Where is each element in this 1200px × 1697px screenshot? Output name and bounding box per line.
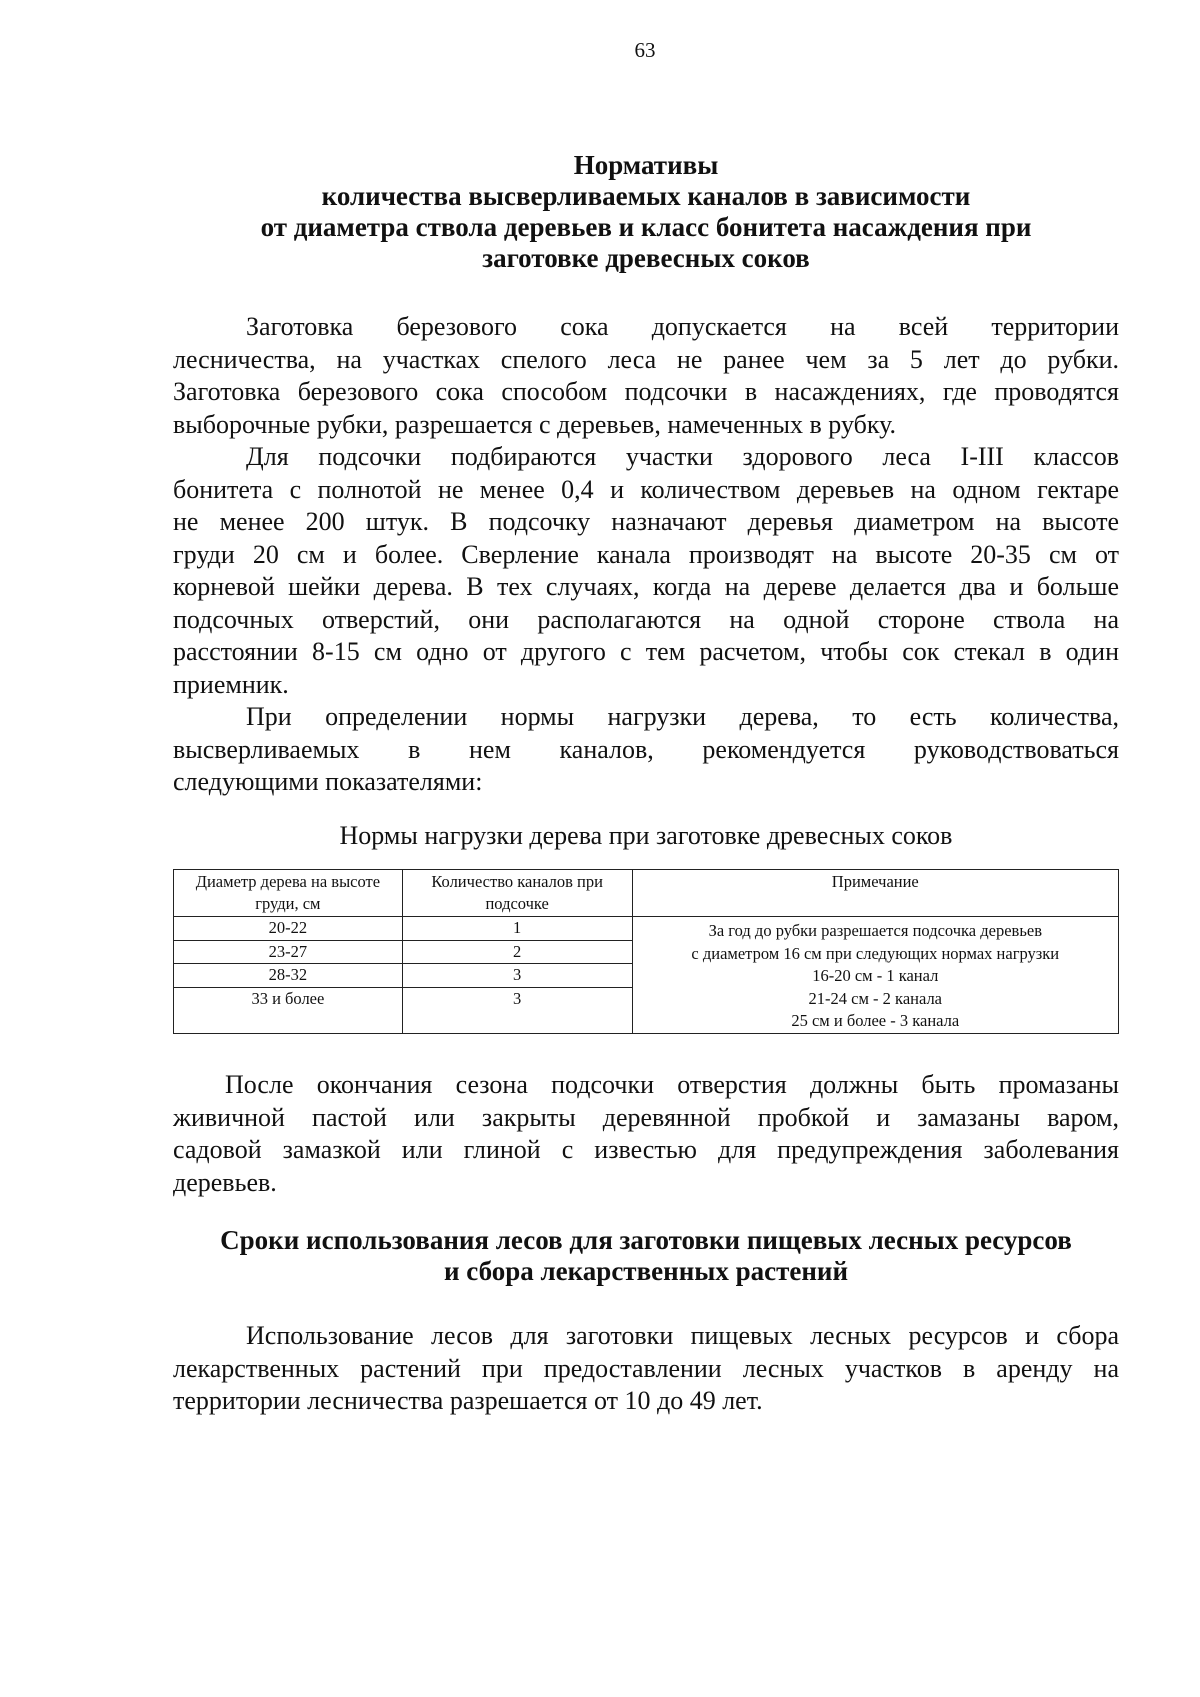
paragraph-line: лекарственных растений при предоставлении лесных участков в аренду на bbox=[173, 1353, 1119, 1383]
heading-line: заготовке древесных соков bbox=[482, 243, 810, 273]
paragraph-line: садовой замазкой или глиной с известью для предупреждения заболевания bbox=[173, 1135, 1119, 1164]
note-line: 21-24 см - 2 канала bbox=[808, 988, 942, 1008]
header-diameter: Диаметр дерева на высоте груди, см bbox=[174, 870, 403, 917]
cell-channels: 3 bbox=[402, 987, 632, 1033]
note-line: с диаметром 16 см при следующих нормах нагрузки bbox=[691, 943, 1060, 963]
cell-diameter: 23-27 bbox=[174, 940, 403, 964]
paragraph-line: территории лесничества разрешается от 10 до 49 лет. bbox=[173, 1386, 763, 1415]
heading-terms bbox=[173, 1225, 1119, 1287]
page-number: 63 bbox=[634, 38, 656, 62]
header-note: Примечание bbox=[632, 870, 1118, 917]
table-caption-block bbox=[173, 820, 1119, 852]
paragraph-line: расстоянии 8-15 см одно от другого с тем расчетом, чтобы сок стекал в один bbox=[173, 637, 1119, 666]
heading-line: Нормативы bbox=[573, 150, 719, 180]
paragraph-line: После окончания сезона подсочки отверстия должны быть промазаны bbox=[225, 1070, 1119, 1099]
cell-diameter: 28-32 bbox=[174, 964, 403, 988]
paragraph-line: Использование лесов для заготовки пищевых лесных ресурсов и сбора bbox=[246, 1321, 1119, 1350]
paragraph-line: Заготовка березового сока способом подсочки в насаждениях, где проводятся bbox=[173, 377, 1119, 406]
table-row bbox=[174, 917, 1119, 941]
paragraph-line: корневой шейки дерева. В тех случаях, когда на дереве делается два и больше bbox=[173, 572, 1119, 601]
paragraph-tapping-selection bbox=[173, 441, 1119, 701]
paragraph-line: выборочные рубки, разрешается с деревьев, намеченных в рубку. bbox=[173, 409, 897, 439]
paragraph-line: При определении нормы нагрузки дерева, то есть количества, bbox=[246, 702, 1119, 731]
paragraph-line: Заготовка березового сока допускается на всей территории bbox=[246, 312, 1119, 341]
cell-channels: 3 bbox=[402, 964, 632, 988]
paragraph-lease-terms bbox=[173, 1320, 1119, 1418]
heading-line: Сроки использования лесов для заготовки пищевых лесных ресурсов bbox=[220, 1225, 1072, 1255]
note-line: 25 см и более - 3 канала bbox=[791, 1011, 960, 1030]
paragraph-line: груди 20 см и более. Сверление канала производят на высоте 20-35 см от bbox=[173, 539, 1119, 569]
paragraph-load-norms bbox=[173, 701, 1119, 799]
paragraph-birch-sap bbox=[173, 311, 1119, 441]
cell-diameter: 33 и более bbox=[174, 987, 403, 1033]
cell-channels: 2 bbox=[402, 940, 632, 964]
note-line: За год до рубки разрешается подсочка деревьев bbox=[708, 921, 1042, 940]
paragraph-line: следующими показателями: bbox=[173, 767, 483, 796]
heading-normatives bbox=[173, 150, 1119, 274]
norms-table bbox=[173, 869, 1119, 1034]
heading-line: от диаметра ствола деревьев и класс бонитета насаждения при bbox=[260, 212, 1032, 242]
heading-line: и сбора лекарственных растений bbox=[444, 1256, 848, 1286]
paragraph-line: подсочных отверстий, они располагаются на одной стороне ствола на bbox=[173, 604, 1119, 634]
paragraph-line: не менее 200 штук. В подсочку назначают деревья диаметром на высоте bbox=[173, 507, 1119, 536]
paragraph-line: живичной пастой или закрыты деревянной пробкой и замазаны варом, bbox=[173, 1102, 1119, 1132]
paragraph-after-season bbox=[173, 1069, 1119, 1199]
cell-note bbox=[632, 917, 1118, 1034]
paragraph-line: деревьев. bbox=[173, 1167, 277, 1197]
heading-line: количества высверливаемых каналов в зависимости bbox=[321, 181, 971, 211]
paragraph-line: бонитета с полнотой не менее 0,4 и количеством деревьев на одном гектаре bbox=[173, 474, 1119, 504]
header-channels: Количество каналов при подсочке bbox=[402, 870, 632, 917]
paragraph-line: Для подсочки подбираются участки здорового леса I-III классов bbox=[246, 442, 1119, 471]
norms-table-block bbox=[173, 869, 1119, 1034]
paragraph-line: приемник. bbox=[173, 669, 289, 699]
table-caption: Нормы нагрузки дерева при заготовке древесных соков bbox=[339, 821, 953, 850]
paragraph-line: высверливаемых в нем каналов, рекомендуется руководствоваться bbox=[173, 734, 1119, 764]
paragraph-line: лесничества, на участках спелого леса не ранее чем за 5 лет до рубки. bbox=[173, 344, 1119, 374]
cell-diameter: 20-22 bbox=[174, 917, 403, 941]
cell-channels: 1 bbox=[402, 917, 632, 941]
table-header-row bbox=[174, 870, 1119, 917]
note-line: 16-20 см - 1 канал bbox=[812, 966, 939, 985]
